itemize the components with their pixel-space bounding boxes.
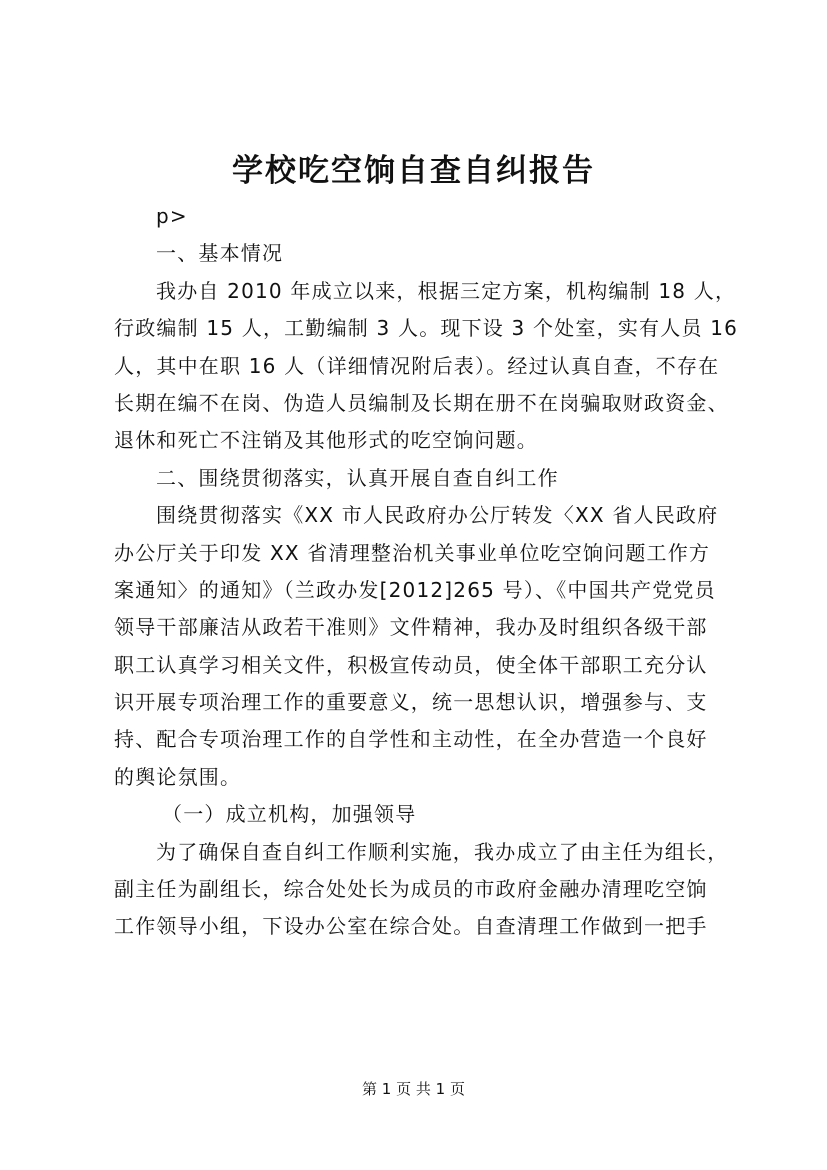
document-title: 学校吃空饷自查自纠报告 [232,153,595,189]
subsection-heading-organization: （一）成立机构，加强领导 [162,802,417,827]
body-line: 的舆论氛围。 [114,764,242,789]
body-line: 持、配合专项治理工作的自学性和主动性，在全办营造一个良好 [114,727,708,752]
body-line: 我办自 2010 年成立以来，根据三定方案，机构编制 18 人， [156,278,737,303]
body-line: 副主任为副组长，综合处处长为成员的市政府金融办清理吃空饷 [114,877,708,902]
body-line: 识开展专项治理工作的重要意义，统一思想认识，增强参与、支 [114,690,708,715]
body-line: 工作领导小组，下设办公室在综合处。自查清理工作做到一把手 [114,914,708,939]
document-body [114,198,739,946]
body-line: p> [156,204,188,228]
body-line: 领导干部廉洁从政若干准则》文件精神，我办及时组织各级干部 [114,615,708,640]
body-line: 为了确保自查自纠工作顺利实施，我办成立了由主任为组长， [156,839,729,864]
body-line: 办公厅关于印发 XX 省清理整治机关事业单位吃空饷问题工作方 [114,540,711,565]
body-line: 退休和死亡不注销及其他形式的吃空饷问题。 [114,428,538,453]
section-heading-basic-info: 一、基本情况 [156,241,284,266]
body-line: 案通知〉的通知》（兰政办发[2012]265 号）、《中国共产党党员 [114,577,716,602]
body-line: 行政编制 15 人，工勤编制 3 人。现下设 3 个处室，实有人员 16 [114,316,739,341]
body-line: 职工认真学习相关文件，积极宣传动员，使全体干部职工充分认 [114,652,708,677]
section-heading-self-check: 二、围绕贯彻落实，认真开展自查自纠工作 [156,465,559,490]
page-footer: 第 1 页 共 1 页 [362,1080,465,1098]
body-line: 围绕贯彻落实《XX 市人民政府办公厅转发〈XX 省人民政府 [156,503,719,528]
body-line: 长期在编不在岗、伪造人员编制及长期在册不在岗骗取财政资金、 [114,390,729,415]
body-line: 人，其中在职 16 人（详细情况附后表）。经过认真自查，不存在 [114,353,720,378]
